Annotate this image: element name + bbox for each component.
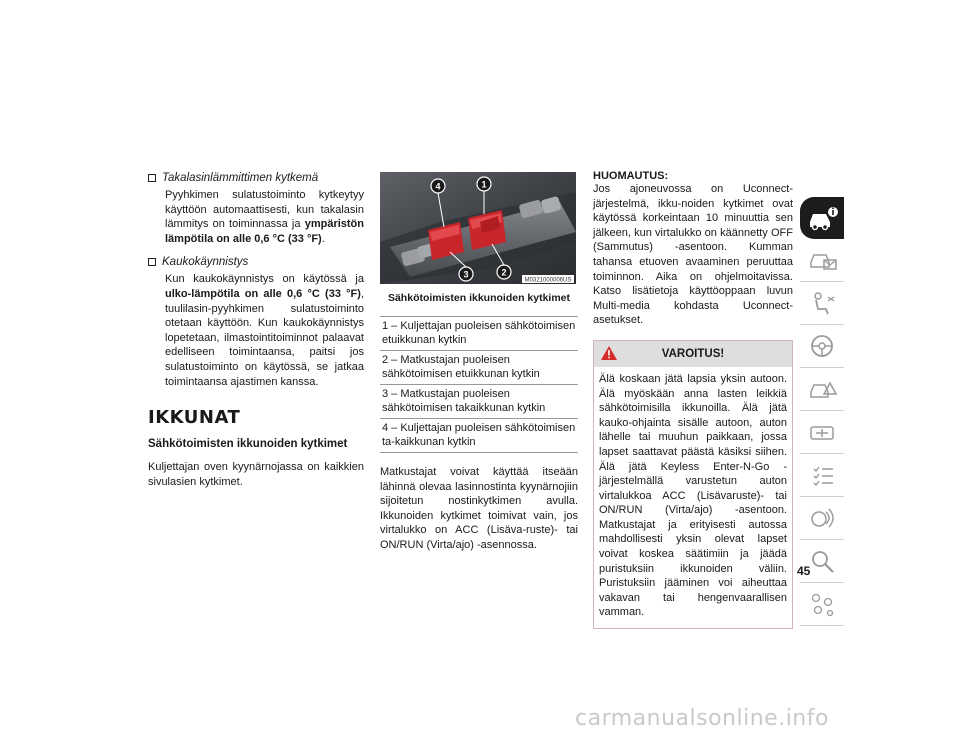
legend-item: 3 – Matkustajan puoleisen sähkötoimisen takaikkunan kytkin xyxy=(380,384,578,418)
tab-service[interactable] xyxy=(800,411,844,454)
subsection-heading: Sähkötoimisten ikkunoiden kytkimet xyxy=(148,438,348,451)
legend-item: 2 – Matkustajan puoleisen sähkötoimisen etuikkunan kytkin xyxy=(380,350,578,384)
figure-code: M0321000006US xyxy=(524,277,572,284)
bullet-text: Pyyhkimen sulatustoiminto kytkeytyy käyttöön automaattisesti, kun takalasin lämmitys on toiminnassa ja xyxy=(165,189,364,231)
bullet-body xyxy=(148,188,364,246)
legend-item: 1 – Kuljettajan puoleisen sähkötoimisen etuikkunan kytkin xyxy=(380,316,578,350)
paragraph: Kuljettajan oven kyynärnojassa on kaikkien sivulasien kytkimet. xyxy=(148,461,364,488)
figure-legend xyxy=(380,316,578,453)
tab-checklist[interactable] xyxy=(800,454,844,497)
watermark: carmanualsonline.info xyxy=(575,706,829,731)
section-heading: IKKUNAT xyxy=(148,407,241,429)
message-icon xyxy=(806,244,840,276)
bullet-text: Kun kaukokäynnistys on käytössä ja xyxy=(165,273,364,286)
right-column xyxy=(593,170,793,629)
bullet-remote-start xyxy=(148,256,364,268)
middle-column xyxy=(380,170,578,553)
warning-box xyxy=(593,340,793,629)
note-title: HUOMAUTUS: xyxy=(593,170,669,182)
steering-wheel-icon xyxy=(806,330,840,362)
tab-warning-car[interactable] xyxy=(800,368,844,411)
tab-car-info[interactable] xyxy=(800,197,844,239)
tab-steering[interactable] xyxy=(800,325,844,368)
callout-4: 4 xyxy=(435,181,441,192)
window-switches-figure xyxy=(380,172,576,284)
car-info-icon xyxy=(806,202,840,234)
seat-person-icon xyxy=(806,287,840,319)
media-icon xyxy=(806,502,840,534)
bullet-title: Takalasinlämmittimen kytkemä xyxy=(162,172,319,184)
chapter-tabs xyxy=(800,197,844,626)
bullet-text: , tuulilasin-pyyhkimen sulatustoiminto otetaan käyttöön. Kun kaukokäynnistys lopetetaan, ilmastointitoiminnot palaavat edelliseen toimintaansa, paitsi jos sulatustoiminto on käytössä, se jatkaa toimintaansa ajastimen kanssa. xyxy=(165,287,364,388)
callout-2: 2 xyxy=(501,267,507,278)
figure-caption: Sähkötoimisten ikkunoiden kytkimet xyxy=(387,292,571,304)
languages-icon xyxy=(806,588,840,620)
checkbox-bullet-icon xyxy=(148,174,156,182)
tab-media[interactable] xyxy=(800,497,844,540)
bullet-rear-defroster xyxy=(148,172,364,184)
callout-3: 3 xyxy=(463,269,469,280)
checkbox-bullet-icon xyxy=(148,258,156,266)
tab-seats[interactable] xyxy=(800,282,844,325)
tab-languages[interactable] xyxy=(800,583,844,626)
bullet-text-bold: ympäristön lämpötila on alle 0,6 °C (33 °F) xyxy=(165,218,364,245)
window-switches-image xyxy=(380,172,576,284)
warning-car-icon xyxy=(806,373,840,405)
bullet-title: Kaukokäynnistys xyxy=(162,256,249,269)
tab-messages[interactable] xyxy=(800,239,844,282)
callout-1: 1 xyxy=(481,179,487,190)
search-icon xyxy=(806,545,840,577)
bullet-text-bold: ulko-lämpötila on alle 0,6 °C (33 °F) xyxy=(165,287,361,300)
bullet-body xyxy=(148,272,364,389)
warning-header xyxy=(594,341,792,367)
left-column xyxy=(148,170,364,489)
warning-text: Älä koskaan jätä lapsia yksin autoon. Älä myöskään anna lasten leikkiä sähkötoimisilla ikkunoilla. Älä jätä kauko-ohjainta sisälle autoon, auton lähelle tai muuhun paikkaan, jossa lapset saattavat päästä käsiksi siihen. Älä jätä Keyless Enter-N-Go -järjestelmällä varustetun auton virtalukkoa ACC (Lisävaruste)- tai ON/RUN (Virta/ajo) -asentoon. Matkustajat ja erityisesti autossa mahdollisesti yksin olevat lapset voivat koskea säätimiin ja jäädä puristuksiin ikkunoiden väliin. Puristuksiin jääminen voi aiheuttaa vakavan tai hengenvaarallisen vamman. xyxy=(599,372,787,619)
checklist-icon xyxy=(806,459,840,491)
legend-item: 4 – Kuljettajan puoleisen sähkötoimisen ta-kaikkunan kytkin xyxy=(380,418,578,453)
warning-title: VAROITUS! xyxy=(661,347,725,360)
warning-triangle-icon xyxy=(600,345,618,364)
bullet-text: . xyxy=(321,232,325,245)
page-number: 45 xyxy=(797,564,811,578)
service-car-icon xyxy=(806,416,840,448)
paragraph: Matkustajat voivat käyttää itseään lähinnä olevaa lasinnostinta kyynärnojiin sijoitetun nostinkytkimen avulla. Ikkunoiden kytkimet toimivat vain, jos virtalukko on ACC (Lisäva-ruste)- tai ON/RUN (Virta/ajo) -asennossa. xyxy=(380,466,578,551)
note-text: Jos ajoneuvossa on Uconnect-järjestelmä, ikku-noiden kytkimet ovat käytössä korkeintaan 10 minuuttia sen jälkeen, kun virtalukko on käännetty OFF (Sammutus) -asentoon. Kumman tahansa etuoven avaaminen peruuttaa toiminnon. Aika on ohjelmoitavissa. Katso lisätietoja käyttöoppaan luvun Multi-media kohdasta Uconnect-asetukset. xyxy=(593,183,793,327)
